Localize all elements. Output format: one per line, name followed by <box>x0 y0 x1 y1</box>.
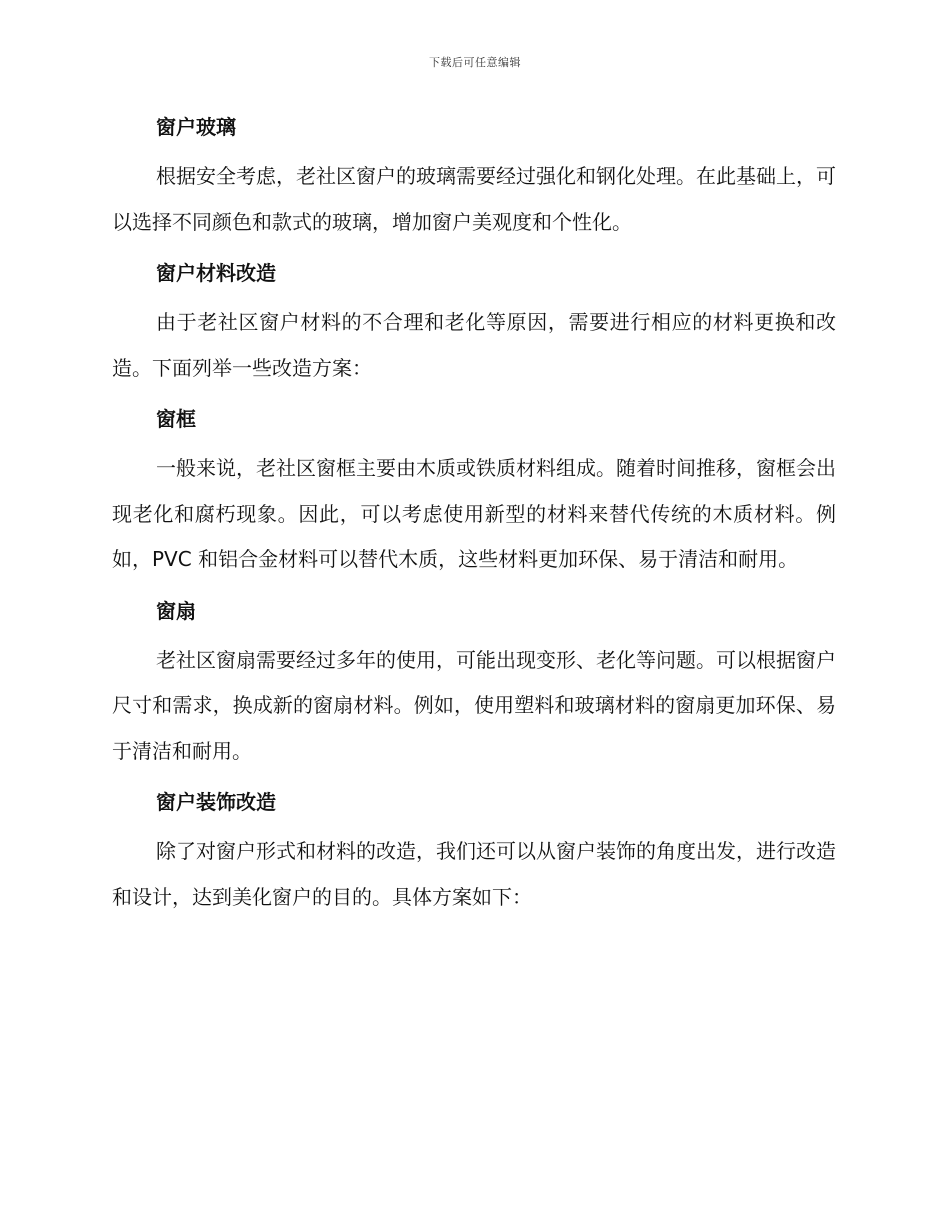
section-paragraph-decoration-renovation: 除了对窗户形式和材料的改造，我们还可以从窗户装饰的角度出发，进行改造和设计，达到美化窗户的目的。具体方案如下： <box>112 839 836 909</box>
section-paragraph-material-renovation: 由于老社区窗户材料的不合理和老化等原因，需要进行相应的材料更换和改造。下面列举一些改造方案： <box>112 310 836 380</box>
section-paragraph-window-frame: 一般来说，老社区窗框主要由木质或铁质材料组成。随着时间推移，窗框会出现老化和腐朽现象。因此，可以考虑使用新型的材料来替代传统的木质材料。例如，PVC 和铝合金材料可以替代木质，这些材料更加环保、易于清洁和耐用。 <box>112 456 836 571</box>
section-heading-decoration-renovation: 窗户装饰改造 <box>156 790 276 814</box>
section-heading-window-sash: 窗扇 <box>156 598 196 623</box>
section-heading-window-glass: 窗户玻璃 <box>156 115 236 139</box>
page-header: 下载后可任意编辑 <box>429 56 521 69</box>
document-body <box>112 112 836 920</box>
section-paragraph-window-glass: 根据安全考虑，老社区窗户的玻璃需要经过强化和钢化处理。在此基础上，可以选择不同颜色和款式的玻璃，增加窗户美观度和个性化。 <box>112 164 836 234</box>
section-paragraph-window-sash: 老社区窗扇需要经过多年的使用，可能出现变形、老化等问题。可以根据窗户尺寸和需求，换成新的窗扇材料。例如，使用塑料和玻璃材料的窗扇更加环保、易于清洁和耐用。 <box>112 647 836 763</box>
section-heading-window-frame: 窗框 <box>156 407 196 431</box>
section-heading-material-renovation: 窗户材料改造 <box>156 261 276 285</box>
